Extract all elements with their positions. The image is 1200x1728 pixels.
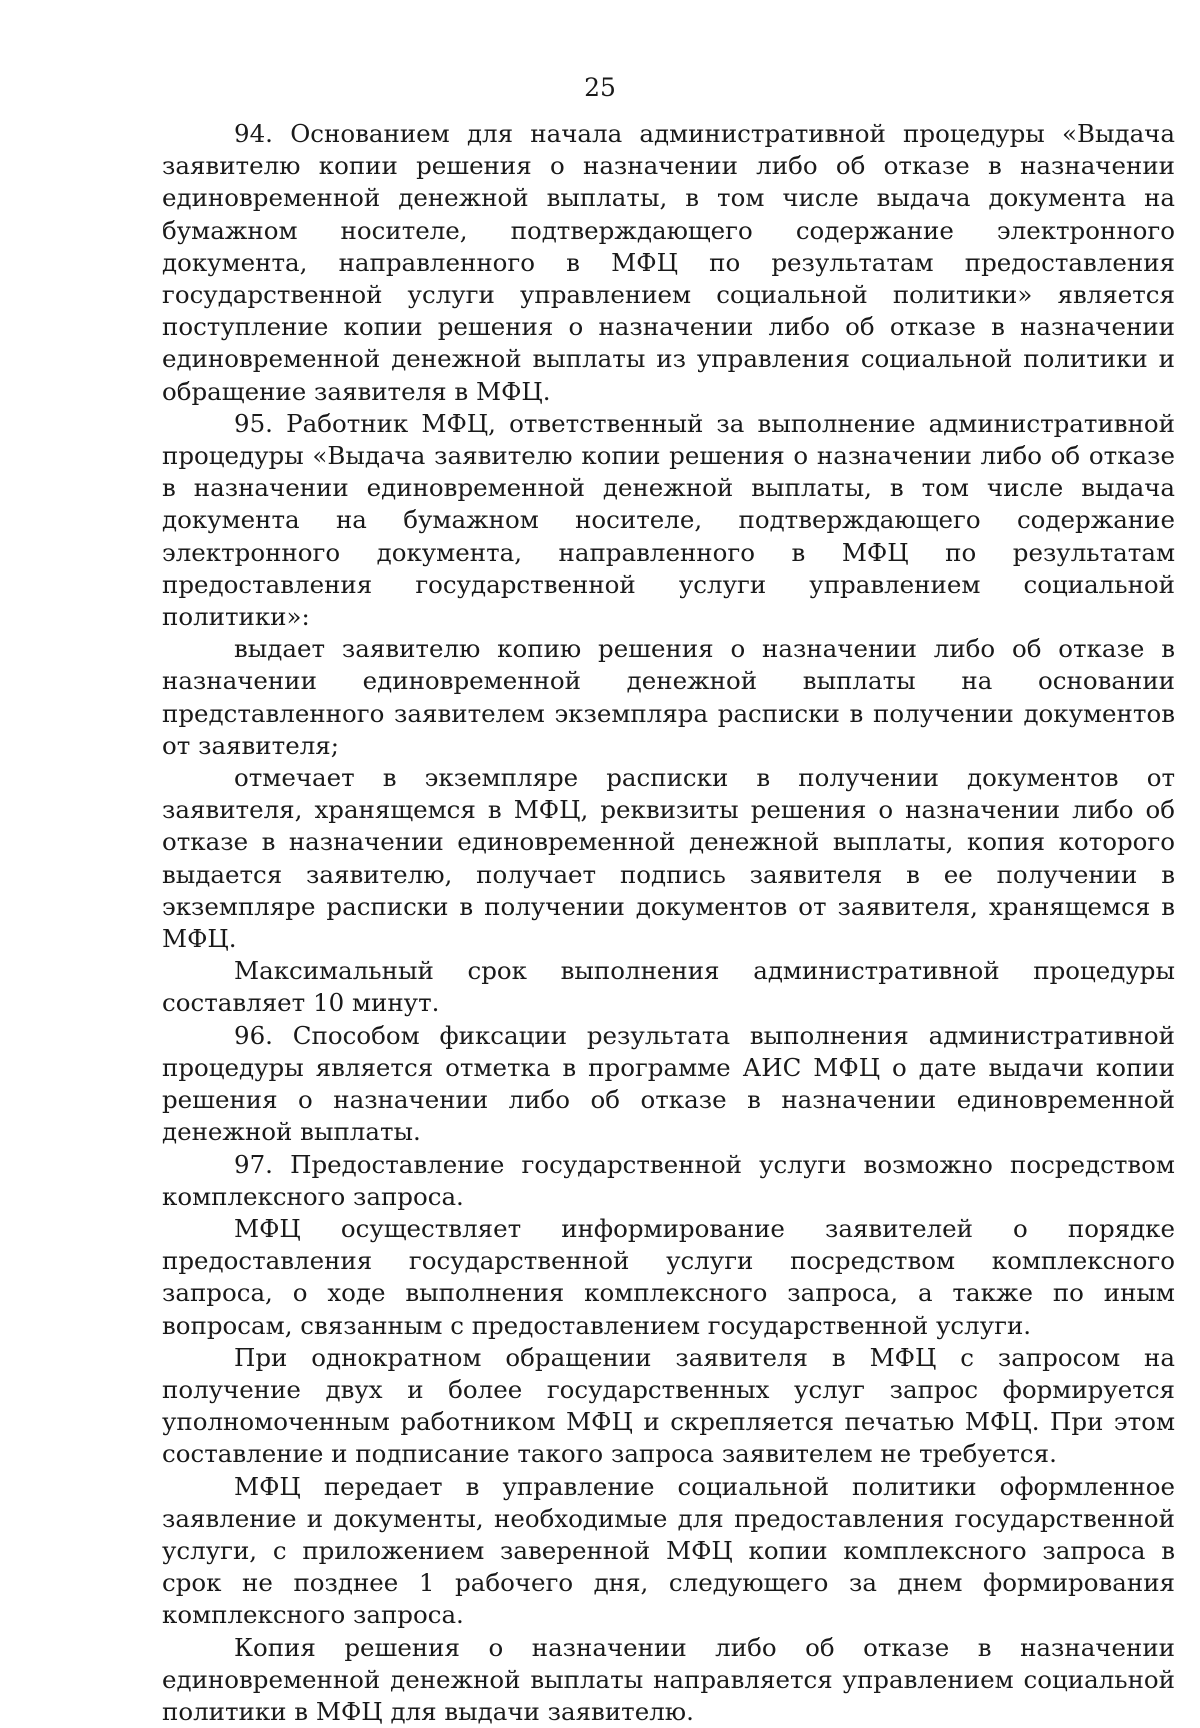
paragraph-97-transfer: МФЦ передает в управление социальной политики оформленное заявление и документы, необходимые для предоставления государственной услуги, с приложением заверенной МФЦ копии комплексного запроса в срок не позднее 1 рабочего дня, следующего за днем формирования комплексного запроса. (162, 1471, 1175, 1630)
paragraph-94: 94. Основанием для начала административной процедуры «Выдача заявителю копии решения о назначении либо об отказе в назначении единовременной денежной выплаты, в том числе выдача документа на бумажном носителе, подтверждающего содержание электронного документа, направленного в МФЦ по результатам предоставления государственной услуги управлением социальной политики» является поступление копии решения о назначении либо об отказе в назначении единовременной денежной выплаты из управления социальной политики и обращение заявителя в МФЦ. (162, 119, 1175, 406)
paragraph-97-single-visit: При однократном обращении заявителя в МФЦ с запросом на получение двух и более государственных услуг запрос формируется уполномоченным работником МФЦ и скрепляется печатью МФЦ. При этом составление и подписание такого запроса заявителем не требуется. (162, 1342, 1175, 1469)
document-body (162, 118, 1175, 1728)
paragraph-96: 96. Способом фиксации результата выполнения административной процедуры является отметка в программе АИС МФЦ о дате выдачи копии решения о назначении либо об отказе в назначении единовременной денежной выплаты. (162, 1020, 1175, 1147)
paragraph-97-decision-copy: Копия решения о назначении либо об отказе в назначении единовременной денежной выплаты направляется управлением социальной политики в МФЦ для выдачи заявителю. (162, 1632, 1175, 1726)
paragraph-97: 97. Предоставление государственной услуги возможно посредством комплексного запроса. (162, 1149, 1175, 1211)
paragraph-95: 95. Работник МФЦ, ответственный за выполнение административной процедуры «Выдача заявителю копии решения о назначении либо об отказе в назначении единовременной денежной выплаты, в том числе выдача документа на бумажном носителе, подтверждающего содержание электронного документа, направленного в МФЦ по результатам предоставления государственной услуги управлением социальной политики»: (162, 408, 1175, 632)
paragraph-95-item-mark-receipt: отмечает в экземпляре расписки в получении документов от заявителя, хранящемся в МФЦ, реквизиты решения о назначении либо об отказе в назначении единовременной денежной выплаты, копия которого выдается заявителю, получает подпись заявителя в ее получении в экземпляре расписки в получении документов от заявителя, хранящемся в МФЦ. (162, 763, 1175, 954)
page-number: 25 (584, 73, 616, 102)
paragraph-95-max-duration: Максимальный срок выполнения административной процедуры составляет 10 минут. (162, 956, 1175, 1018)
paragraph-95-item-issue-copy: выдает заявителю копию решения о назначении либо об отказе в назначении единовременной денежной выплаты на основании представленного заявителем экземпляра расписки в получении документов от заявителя; (162, 634, 1175, 760)
paragraph-97-informing: МФЦ осуществляет информирование заявителей о порядке предоставления государственной услуги посредством комплексного запроса, о ходе выполнения комплексного запроса, а также по иным вопросам, связанным с предоставлением государственной услуги. (162, 1213, 1175, 1340)
